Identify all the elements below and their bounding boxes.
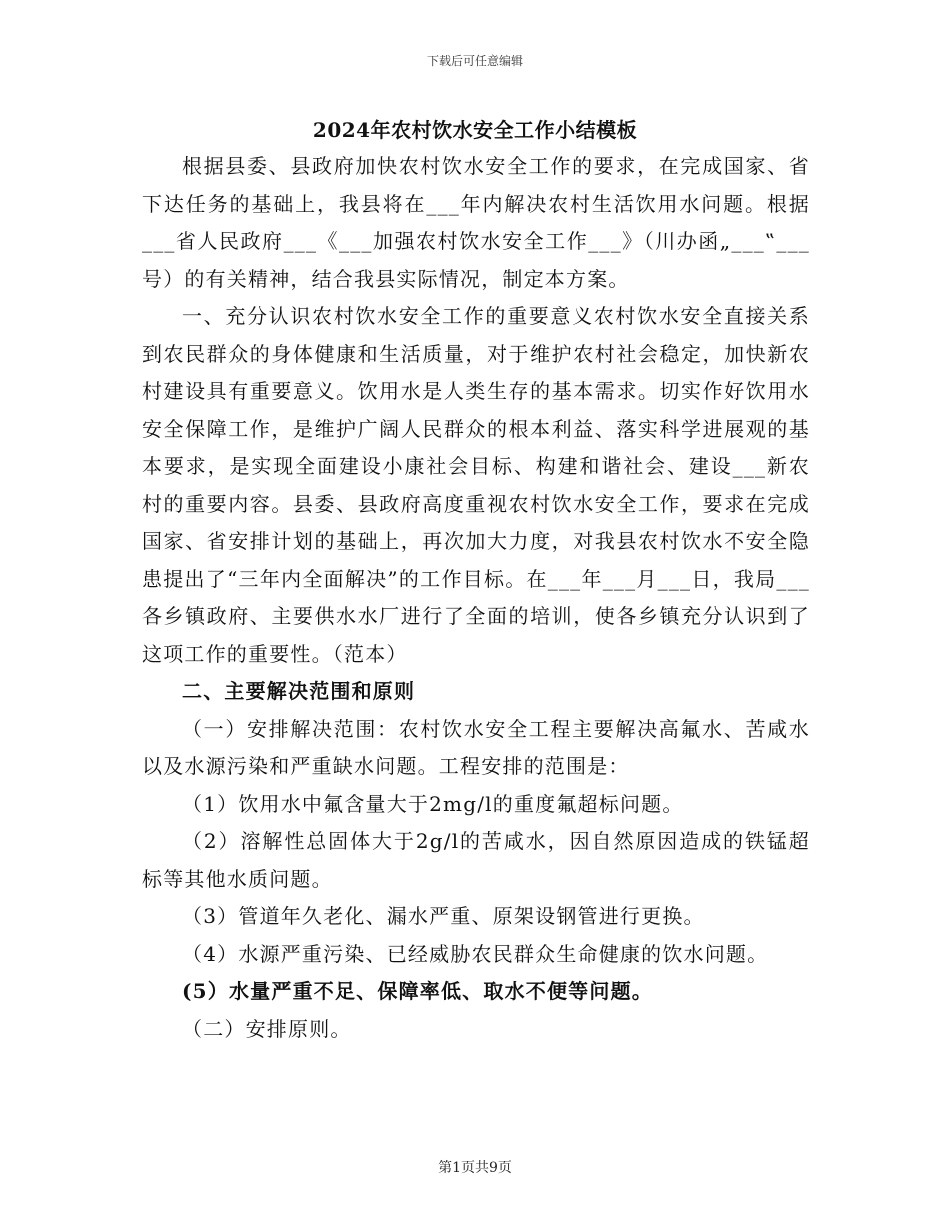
document-body	[142, 148, 810, 1048]
list-item-2: （2）溶解性总固体大于2g/l的苦咸水，因自然原因造成的铁锰超标等其他水质问题。	[142, 829, 810, 891]
paragraph-intro: 根据县委、县政府加快农村饮水安全工作的要求，在完成国家、省下达任务的基础上，我县将在___年内解决农村生活饮用水问题。根据___省人民政府___《___加强农村饮水安全工作___》（川办函„___‟___号）的有关精神，结合我县实际情况，制定本方案。	[142, 154, 810, 291]
document-title: 2024年农村饮水安全工作小结模板	[312, 118, 638, 142]
paragraph-principles: （二）安排原则。	[182, 1016, 352, 1041]
list-item-1: （1）饮用水中氟含量大于2mg/l的重度氟超标问题。	[182, 791, 684, 816]
list-item-5: (5）水量严重不足、保障率低、取水不便等问题。	[182, 979, 653, 1003]
paragraph-scope: （一）安排解决范围：农村饮水安全工程主要解决高氟水、苦咸水以及水源污染和严重缺水问题。工程安排的范围是：	[142, 716, 810, 778]
header-note: 下载后可任意编辑	[426, 54, 523, 68]
list-item-4: （4）水源严重污染、已经威胁农民群众生命健康的饮水问题。	[182, 941, 769, 966]
section-heading-2: 二、主要解决范围和原则	[182, 679, 416, 703]
page-footer: 第1页共9页	[438, 1160, 512, 1176]
paragraph-section-1: 一、充分认识农村饮水安全工作的重要意义农村饮水安全直接关系到农民群众的身体健康和生活质量，对于维护农村社会稳定，加快新农村建设具有重要意义。饮用水是人类生存的基本需求。切实作好饮用水安全保障工作，是维护广阔人民群众的根本利益、落实科学进展观的基本要求，是实现全面建设小康社会目标、构建和谐社会、建设___新农村的重要内容。县委、县政府高度重视农村饮水安全工作，要求在完成国家、省安排计划的基础上，再次加大力度，对我县农村饮水不安全隐患提出了“三年内全面解决”的工作目标。在___年___月___日，我局___各乡镇政府、主要供水水厂进行了全面的培训，使各乡镇充分认识到了这项工作的重要性。（范本）	[142, 304, 810, 666]
list-item-3: （3）管道年久老化、漏水严重、原架设钢管进行更换。	[182, 904, 705, 928]
